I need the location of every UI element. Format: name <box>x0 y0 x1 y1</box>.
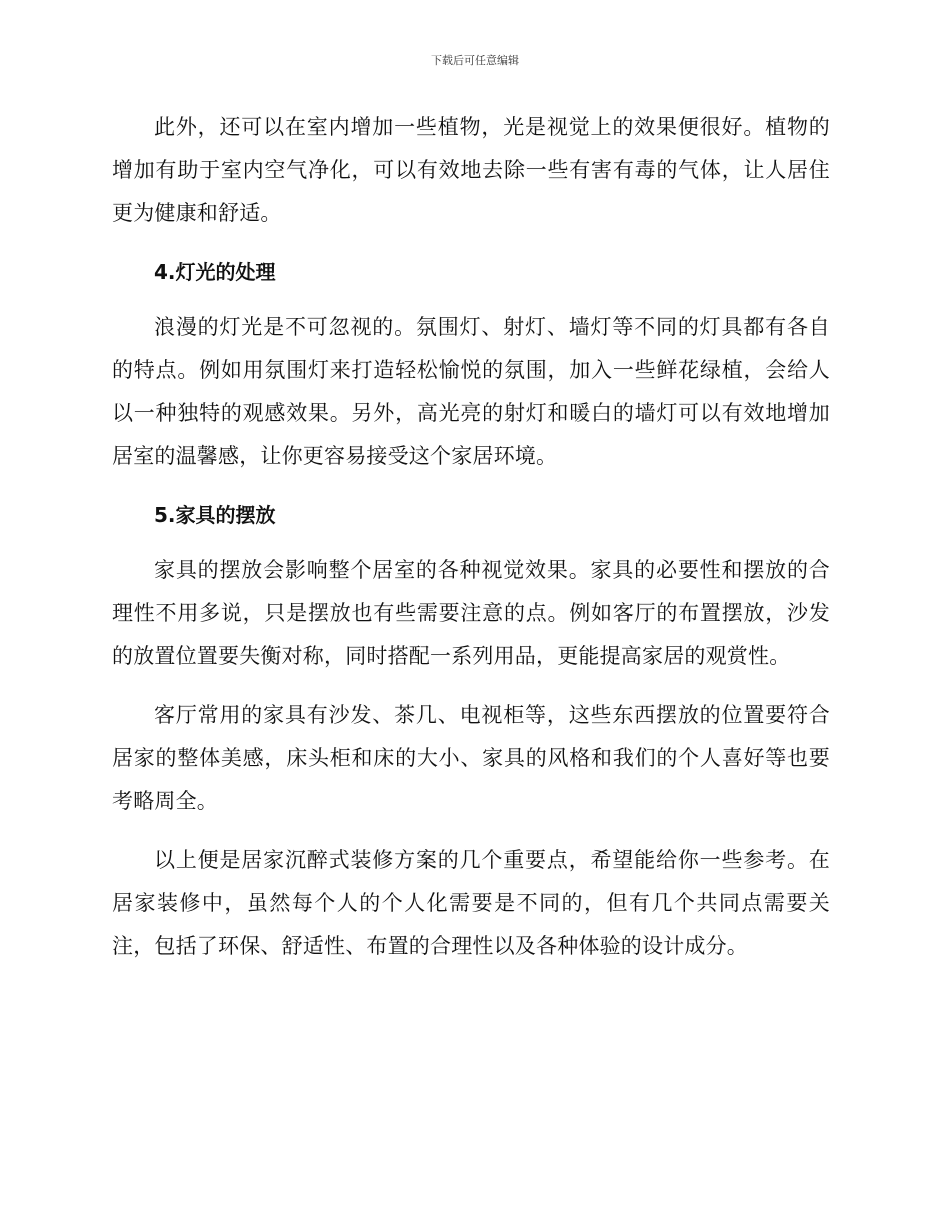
page-header-note: 下载后可任意编辑 <box>431 54 519 67</box>
section-heading-furniture: 5.家具的摆放 <box>154 503 276 527</box>
paragraph-living-room-furniture: 客厅常用的家具有沙发、茶几、电视柜等，这些东西摆放的位置要符合居家的整体美感，床头柜和床的大小、家具的风格和我们的个人喜好等也要考略周全。 <box>112 703 830 813</box>
document-body <box>112 106 830 984</box>
paragraph-lighting: 浪漫的灯光是不可忽视的。氛围灯、射灯、墙灯等不同的灯具都有各自的特点。例如用氛围灯来打造轻松愉悦的氛围，加入一些鲜花绿植，会给人以一种独特的观感效果。另外，高光亮的射灯和暖白的墙灯可以有效地增加居室的温馨感，让你更容易接受这个家居环境。 <box>112 315 830 468</box>
paragraph-conclusion: 以上便是居家沉醉式装修方案的几个重要点，希望能给你一些参考。在居家装修中，虽然每个人的个人化需要是不同的，但有几个共同点需要关注，包括了环保、舒适性、布置的合理性以及各种体验的设计成分。 <box>112 848 830 958</box>
paragraph-plants: 此外，还可以在室内增加一些植物，光是视觉上的效果便很好。植物的增加有助于室内空气净化，可以有效地去除一些有害有毒的气体，让人居住更为健康和舒适。 <box>112 115 830 225</box>
section-heading-lighting: 4.灯光的处理 <box>154 260 276 284</box>
paragraph-furniture-placement: 家具的摆放会影响整个居室的各种视觉效果。家具的必要性和摆放的合理性不用多说，只是摆放也有些需要注意的点。例如客厅的布置摆放，沙发的放置位置要失衡对称，同时搭配一系列用品，更能提高家居的观赏性。 <box>112 558 830 668</box>
